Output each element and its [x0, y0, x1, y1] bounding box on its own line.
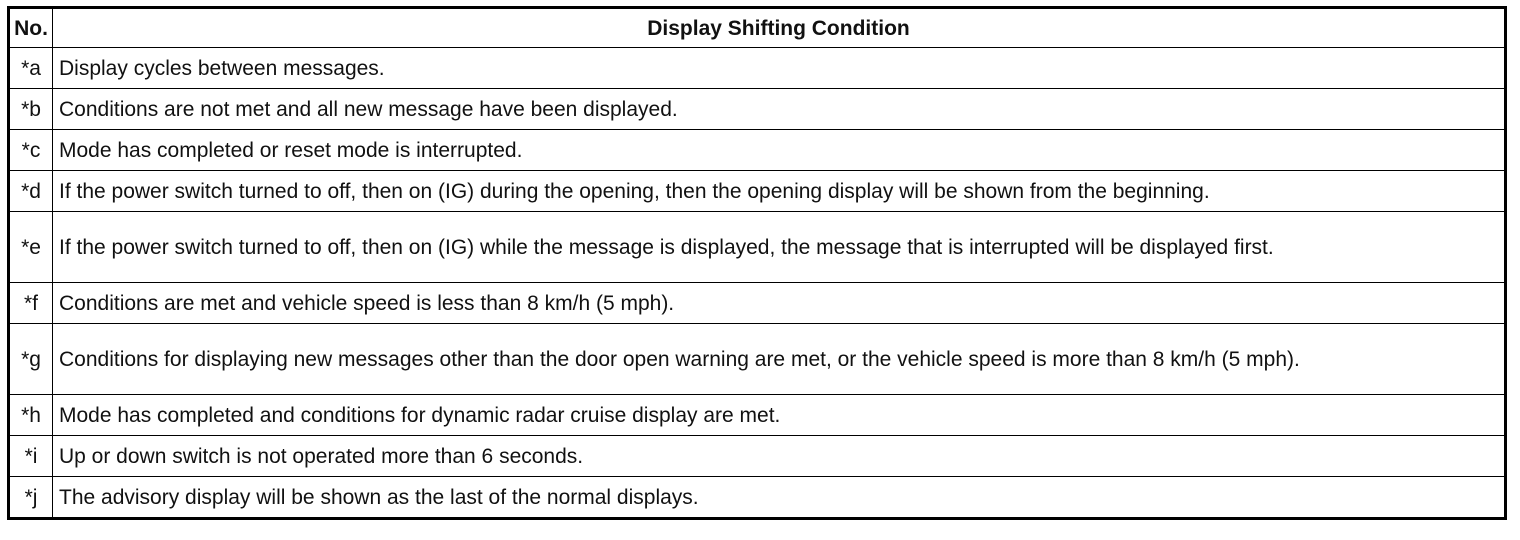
display-shifting-condition-table	[7, 6, 1507, 520]
row-no: *i	[9, 436, 53, 477]
row-no: *d	[9, 171, 53, 212]
row-condition: Mode has completed and conditions for dynamic radar cruise display are met.	[53, 395, 1506, 436]
row-condition: Conditions for displaying new messages other than the door open warning are met, or the vehicle speed is more than 8 km/h (5 mph).	[53, 324, 1506, 395]
table-row	[9, 324, 1506, 395]
row-no: *f	[9, 283, 53, 324]
table-row	[9, 48, 1506, 89]
row-condition: Conditions are met and vehicle speed is less than 8 km/h (5 mph).	[53, 283, 1506, 324]
table-row	[9, 436, 1506, 477]
row-no: *b	[9, 89, 53, 130]
table-row	[9, 395, 1506, 436]
row-no: *g	[9, 324, 53, 395]
table-row	[9, 89, 1506, 130]
table-row	[9, 130, 1506, 171]
row-condition: Conditions are not met and all new message have been displayed.	[53, 89, 1506, 130]
row-condition: Display cycles between messages.	[53, 48, 1506, 89]
row-no: *j	[9, 477, 53, 519]
row-condition: If the power switch turned to off, then on (IG) during the opening, then the opening display will be shown from the beginning.	[53, 171, 1506, 212]
table-row	[9, 171, 1506, 212]
table-row	[9, 212, 1506, 283]
row-no: *e	[9, 212, 53, 283]
table-container	[7, 6, 1507, 520]
header-condition: Display Shifting Condition	[53, 8, 1506, 48]
row-no: *c	[9, 130, 53, 171]
table-header-row	[9, 8, 1506, 48]
table-row	[9, 283, 1506, 324]
row-condition: The advisory display will be shown as the last of the normal displays.	[53, 477, 1506, 519]
header-no: No.	[9, 8, 53, 48]
row-condition: If the power switch turned to off, then on (IG) while the message is displayed, the message that is interrupted will be displayed first.	[53, 212, 1506, 283]
row-no: *a	[9, 48, 53, 89]
table-row	[9, 477, 1506, 519]
row-no: *h	[9, 395, 53, 436]
row-condition: Up or down switch is not operated more than 6 seconds.	[53, 436, 1506, 477]
row-condition: Mode has completed or reset mode is interrupted.	[53, 130, 1506, 171]
